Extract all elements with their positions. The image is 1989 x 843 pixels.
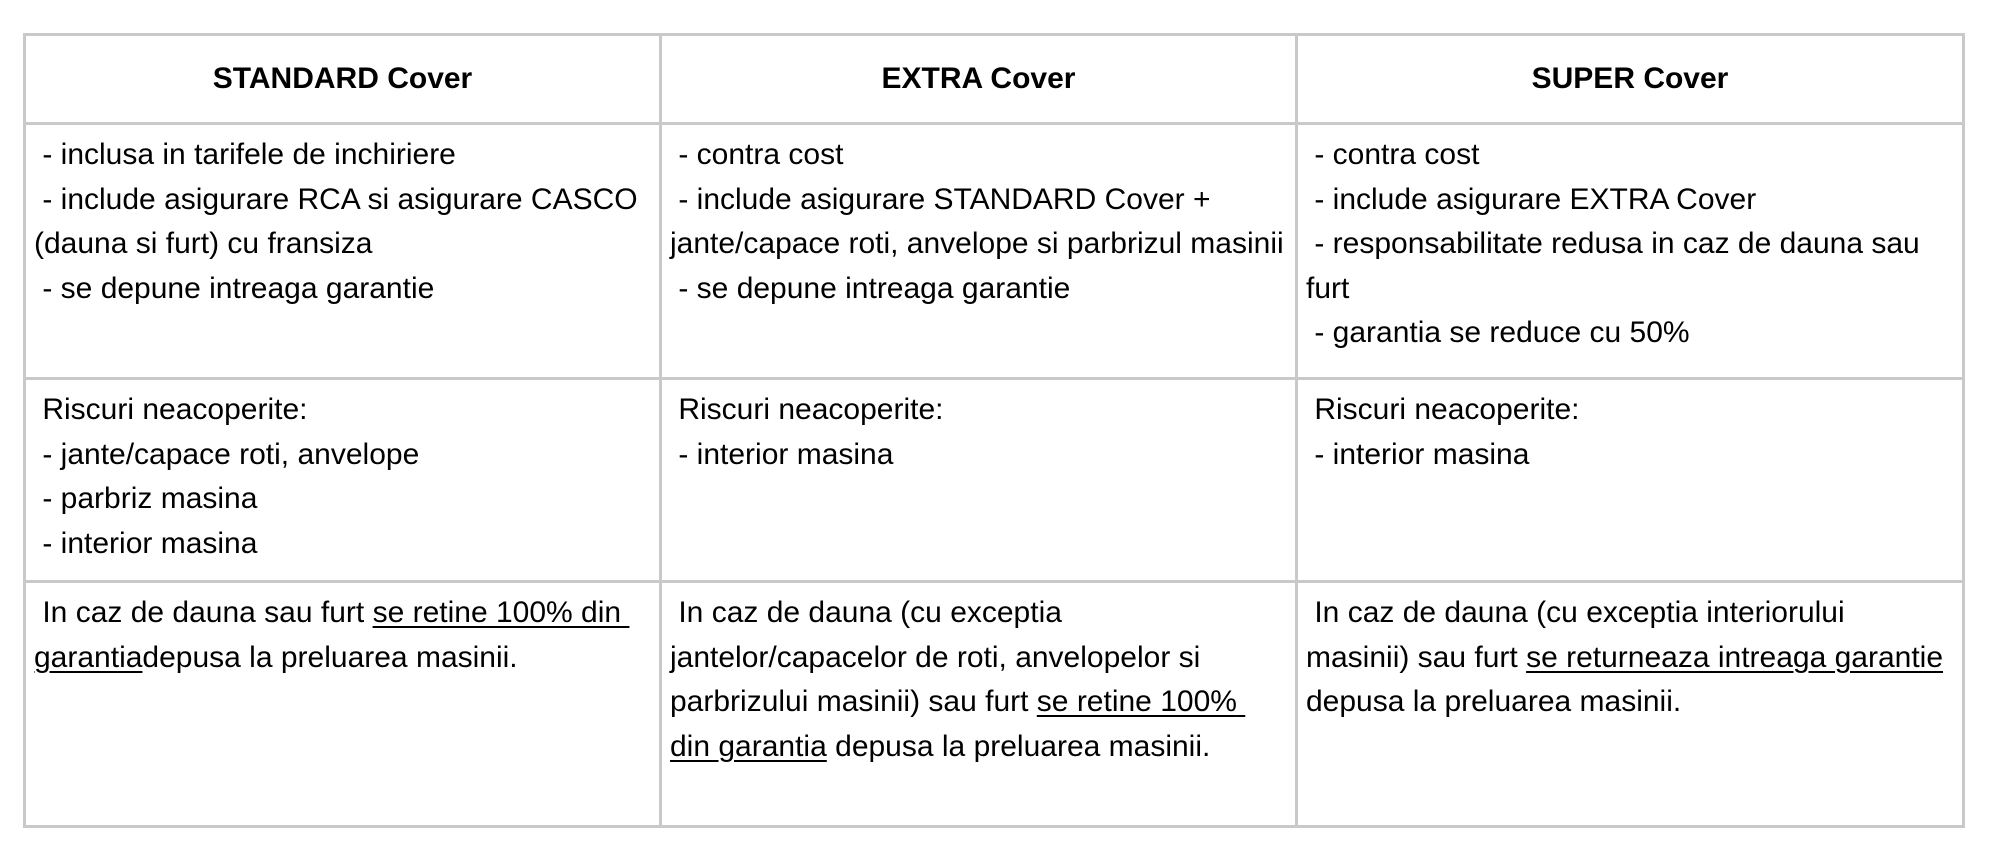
extra-damage-cell <box>661 582 1297 827</box>
header-super-cover: SUPER Cover <box>1297 35 1964 124</box>
extra-uncovered-cell <box>661 379 1297 582</box>
super-damage-cell <box>1297 582 1964 827</box>
header-row <box>25 35 1964 124</box>
standard-uncovered-cell <box>25 379 661 582</box>
standard-uncovered-text: Riscuri neacoperite: - jante/capace roti, anvelope - parbriz masina - interior masina <box>42 393 420 560</box>
extra-included-cell <box>661 124 1297 379</box>
standard-included-text: - inclusa in tarifele de inchiriere - include asigurare RCA si asigurare CASCO (dauna si furt) cu fransiza - se depune intreaga garantie <box>34 138 638 305</box>
uncovered-row <box>25 379 1964 582</box>
included-row <box>25 124 1964 379</box>
super-damage-underlined: se returneaza intreaga garantie <box>1526 640 1944 674</box>
standard-damage-cell <box>25 582 661 827</box>
extra-damage-after: depusa la preluarea masinii. <box>826 729 1211 763</box>
header-standard-cover: STANDARD Cover <box>25 35 661 124</box>
extra-damage-before: In caz de dauna (cu exceptia jantelor/capacelor de roti, anvelopelor si parbrizului masinii) sau furt <box>670 596 1209 718</box>
standard-damage-before: In caz de dauna sau furt <box>34 596 373 629</box>
standard-damage-underlined: se retine 100% din garantia <box>34 596 630 674</box>
super-uncovered-cell <box>1297 379 1964 582</box>
standard-damage-after: depusa la preluarea masinii. <box>142 640 518 674</box>
super-included-cell <box>1297 124 1964 379</box>
extra-uncovered-text: Riscuri neacoperite: - interior masina <box>678 393 944 471</box>
super-damage-after: depusa la preluarea masinii. <box>1306 640 1952 718</box>
cover-comparison-table <box>23 33 1965 828</box>
super-damage-text <box>1306 591 1952 725</box>
damage-row <box>25 582 1964 827</box>
super-uncovered-text: Riscuri neacoperite: - interior masina <box>1314 393 1580 471</box>
standard-damage-text <box>34 591 649 680</box>
standard-included-cell <box>25 124 661 379</box>
super-included-text: - contra cost - include asigurare EXTRA Cover - responsabilitate redusa in caz de dauna sau furt - garantia se reduce cu 50% <box>1306 138 1920 349</box>
header-extra-cover: EXTRA Cover <box>661 35 1297 124</box>
super-damage-before: In caz de dauna (cu exceptia interiorului masinii) sau furt <box>1306 596 1854 674</box>
extra-damage-text <box>670 591 1285 769</box>
extra-included-text: - contra cost - include asigurare STANDARD Cover + jante/capace roti, anvelope si parbrizul masinii - se depune intreaga garantie <box>670 138 1284 305</box>
extra-damage-underlined: se retine 100% din garantia <box>670 685 1246 763</box>
